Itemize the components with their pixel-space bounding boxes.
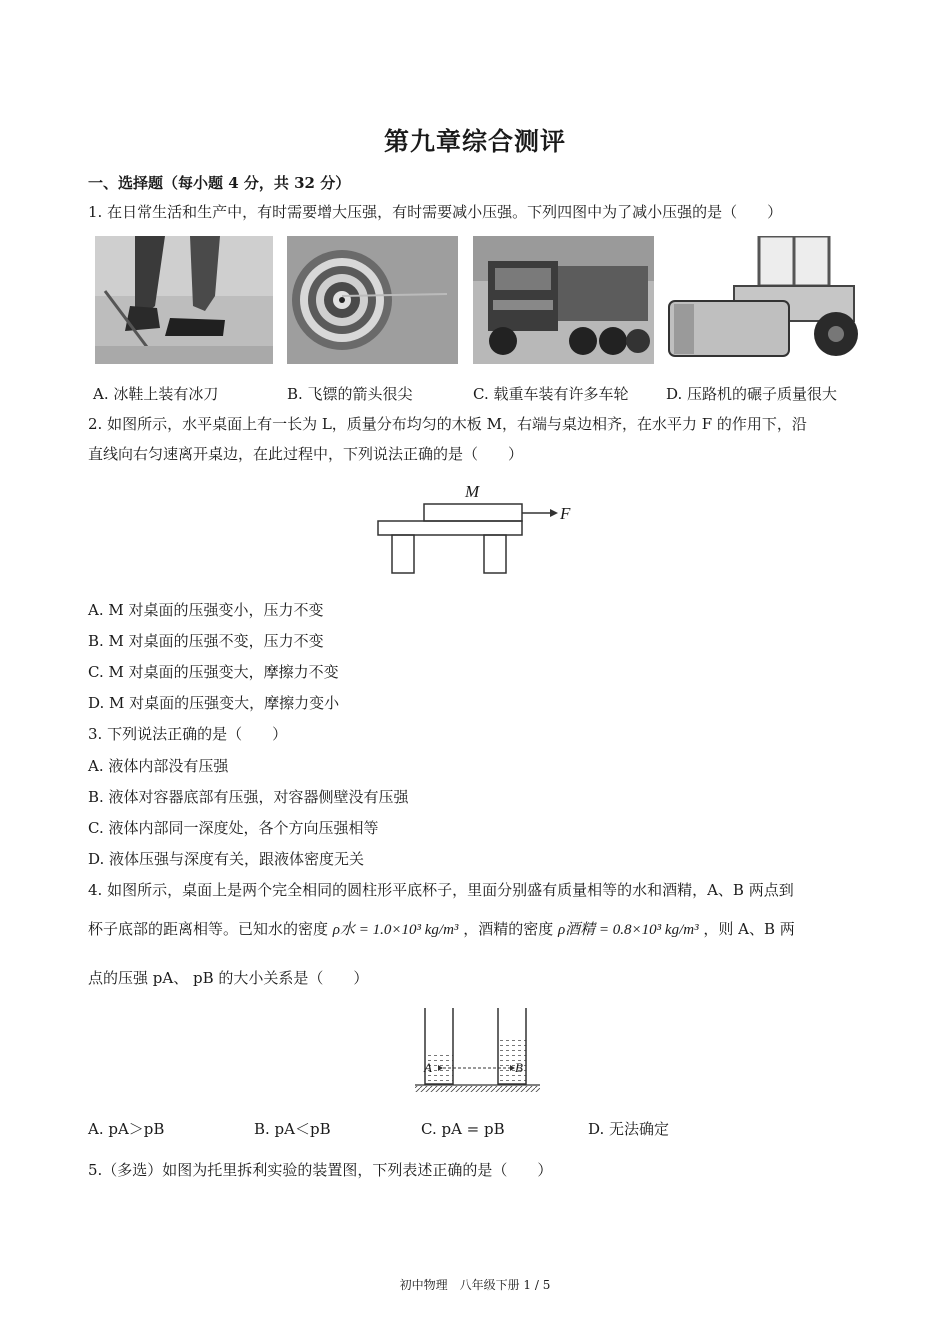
q4-stem-line3: 点的压强 pA、 pB 的大小关系是（ ） — [88, 969, 369, 987]
section-heading: 一、选择题（每小题 4 分，共 32 分） — [88, 174, 351, 192]
label-m: M — [465, 482, 480, 501]
q2-figure — [372, 478, 582, 578]
label-b: B — [515, 1060, 523, 1075]
q4-option-b: B. pA＜pB — [254, 1120, 331, 1138]
page-footer: 初中物理 八年级下册 1 / 5 — [399, 1278, 551, 1292]
q2-option-a: A. M 对桌面的压强变小，压力不变 — [88, 601, 324, 619]
q3-option-a: A. 液体内部没有压强 — [88, 757, 229, 775]
board-m — [424, 504, 522, 521]
force-arrow-icon — [550, 509, 558, 517]
table-leg-right — [484, 535, 506, 573]
label-a: A — [424, 1060, 432, 1075]
q5-stem: 5.（多选）如图为托里拆利实验的装置图，下列表述正确的是（ ） — [88, 1161, 553, 1179]
q4-stem-line2-a: 杯子底部的距离相等。已知水的密度 — [88, 920, 329, 938]
q1-option-b: B. 飞镖的箭头很尖 — [287, 385, 413, 403]
rho-water: ρ水 = 1.0×10³ kg/m³ — [332, 922, 459, 938]
q1-option-a: A. 冰鞋上装有冰刀 — [93, 385, 219, 403]
page-title: 第九章综合测评 — [383, 127, 566, 156]
q3-option-c: C. 液体内部同一深度处，各个方向压强相等 — [88, 819, 379, 837]
label-f: F — [560, 504, 571, 523]
q3-stem: 3. 下列说法正确的是（ ） — [88, 725, 288, 743]
rho-alcohol: ρ酒精 = 0.8×10³ kg/m³ — [557, 922, 699, 938]
q4-option-a: A. pA＞pB — [88, 1120, 165, 1138]
q1-option-c: C. 载重车装有许多车轮 — [473, 385, 629, 403]
q4-stem-line2-b: ，酒精的密度 — [463, 920, 554, 938]
table-top — [378, 521, 522, 535]
q4-stem-line2 — [88, 919, 795, 940]
q2-stem-line1: 2. 如图所示，水平桌面上有一长为 L，质量分布均匀的木板 M，右端与桌边相齐，在水平力 F 的作用下，沿 — [88, 415, 807, 433]
dart-photo — [287, 236, 458, 364]
q4-stem-line1: 4. 如图所示，桌面上是两个完全相同的圆柱形平底杯子，里面分别盛有质量相等的水和酒精，A、B 两点到 — [88, 881, 794, 899]
q2-option-d: D. M 对桌面的压强变大，摩擦力变小 — [88, 694, 340, 712]
q1-option-d: D. 压路机的碾子质量很大 — [666, 385, 838, 403]
q4-option-c: C. pA = pB — [421, 1120, 505, 1138]
q4-figure — [410, 1008, 545, 1096]
q2-stem-line2: 直线向右匀速离开桌边，在此过程中，下列说法正确的是（ ） — [88, 445, 524, 463]
q4-stem-line2-c: ，则 A、B 两 — [703, 920, 795, 938]
road-roller-photo — [664, 236, 864, 364]
ice-skate-photo — [95, 236, 273, 364]
table-leg-left — [392, 535, 414, 573]
q2-option-b: B. M 对桌面的压强不变，压力不变 — [88, 632, 324, 650]
q2-option-c: C. M 对桌面的压强变大，摩擦力不变 — [88, 663, 339, 681]
q3-option-d: D. 液体压强与深度有关，跟液体密度无关 — [88, 850, 365, 868]
truck-photo — [473, 236, 654, 364]
q1-stem: 1. 在日常生活和生产中，有时需要增大压强，有时需要减小压强。下列四图中为了减小压强的是（ ） — [88, 203, 783, 221]
q4-option-d: D. 无法确定 — [588, 1120, 670, 1138]
q3-option-b: B. 液体对容器底部有压强，对容器侧壁没有压强 — [88, 788, 409, 806]
